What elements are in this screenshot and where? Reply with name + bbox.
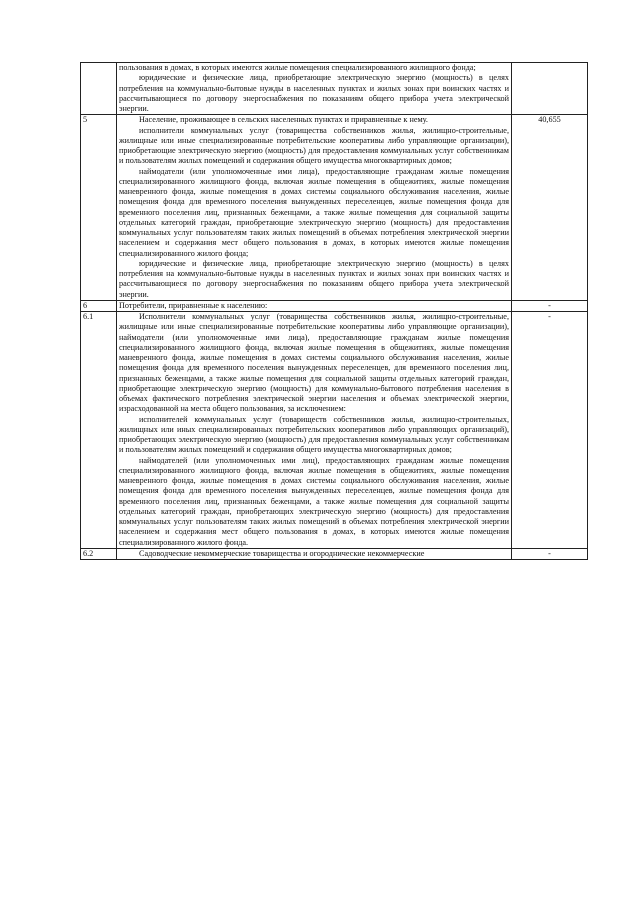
paragraph: Потребители, приравненные к населению:: [119, 300, 268, 310]
table-row: [81, 63, 588, 115]
paragraph: Исполнители коммунальных услуг (товарищества собственников жилья, жилищно-строительные, жилищные или иные специализированные потребительские кооперативы либо управляющие организации), наймодатели (или уполномоченные ими лица), предоставляющие гражданам жилые помещения специализированного жилищного фонда, включая жилые помещения в общежитиях, жилые помещения маневренного фонда, жилые помещения в домах системы социального обслуживания населения, жилые помещения фонда для временного поселения вынужденных переселенцев, для временного поселения лиц, признанных беженцами, а также жилые помещения для социальной защиты отдельных категорий граждан, приобретающие электрическую энергию (мощность) для коммунально-бытового потребления населения в объемах фактического потребления электрической энергии населения и объемах электрической энергии, израсходованной на места общего пользования, за исключением:: [119, 312, 509, 414]
row-description: [117, 548, 512, 559]
row-description: [117, 115, 512, 301]
paragraph: юридические и физические лица, приобретающие электрическую энергию (мощность) в целях потребления на коммунально-бытовые нужды в населенных пунктах и жилых зонах при воинских частях и рассчитывающиеся по договору энергоснабжения по показаниям общего прибора учета электрической энергии.: [119, 258, 509, 299]
table-row: [81, 300, 588, 311]
row-value: -: [512, 312, 588, 549]
row-value: -: [512, 548, 588, 559]
row-description: [117, 312, 512, 549]
paragraph: исполнителей коммунальных услуг (товариществ собственников жилья, жилищно-строительных, жилищных или иных специализированных потребительских кооперативов либо управляющих организаций), приобретающих электрическую энергию (мощность) для предоставления коммунальных услуг собственникам и пользователям жилых помещений и содержания общего имущества многоквартирных домов;: [119, 414, 509, 455]
row-description: [117, 300, 512, 311]
row-value: -: [512, 300, 588, 311]
row-number: 6.1: [81, 312, 117, 549]
row-number: 6: [81, 300, 117, 311]
table-row: [81, 548, 588, 559]
paragraph: наймодатели (или уполномоченные ими лица), предоставляющие гражданам жилые помещения специализированного жилищного фонда, включая жилые помещения в общежитиях, жилые помещения маневренного фонда, жилые помещения в домах системы социального обслуживания населения, жилые помещения фонда для временного поселения вынужденных переселенцев, жилые помещения фонда для временного поселения лиц, признанных беженцами, а также жилые помещения для социальной защиты отдельных категорий граждан, приобретающие электрическую энергию (мощность) для предоставления коммунальных услуг пользователям таких жилых помещений в объемах потребления электрической энергии населением и содержания мест общего пользования в домах, в которых имеются жилые помещения специализированного жилого фонда;: [119, 166, 509, 258]
tariff-table: [80, 62, 588, 560]
row-number: 5: [81, 115, 117, 301]
paragraph: Садоводческие некоммерческие товарищества и огороднические некоммерческие: [139, 548, 425, 558]
paragraph: юридические и физические лица, приобретающие электрическую энергию (мощность) в целях потребления на коммунально-бытовые нужды в населенных пунктах и жилых зонах при воинских частях и рассчитывающиеся по договору энергоснабжения по показаниям общего прибора учета электрической энергии.: [119, 73, 509, 113]
paragraph: исполнители коммунальных услуг (товарищества собственников жилья, жилищно-строительные, жилищные или иные специализированные потребительские кооперативы либо управляющие организации), приобретающие электрическую энергию (мощность) для предоставления коммунальных услуг собственникам и пользователям жилых помещений и содержания общего имущества многоквартирных домов;: [119, 125, 509, 166]
paragraph: наймодателей (или уполномоченных ими лиц), предоставляющих гражданам жилые помещения специализированного жилищного фонда, включая жилые помещения в общежитиях, жилые помещения маневренного фонда, жилые помещения в домах системы социального обслуживания населения, жилые помещения фонда для временного поселения вынужденных переселенцев, жилые помещения фонда для временного поселения лиц, признанных беженцами, а также жилые помещения для социальной защиты отдельных категорий граждан, приобретающих электрическую энергию (мощность) для предоставления коммунальных услуг пользователям таких жилых помещений в объемах потребления электрической энергии населением и содержания мест общего пользования в домах, в которых имеются жилые помещения специализированного жилого фонда.: [119, 455, 509, 547]
row-description: [117, 63, 512, 115]
row-number: 6.2: [81, 548, 117, 559]
row-value: [512, 63, 588, 115]
table-row: [81, 115, 588, 301]
document-page: [80, 62, 587, 560]
table-row: [81, 312, 588, 549]
paragraph: пользования в домах, в которых имеются жилые помещения специализированного жилищного фонда;: [119, 63, 476, 72]
row-value: 40,655: [512, 115, 588, 301]
row-number: [81, 63, 117, 115]
paragraph: Население, проживающее в сельских населенных пунктах и приравненные к нему.: [139, 115, 428, 125]
